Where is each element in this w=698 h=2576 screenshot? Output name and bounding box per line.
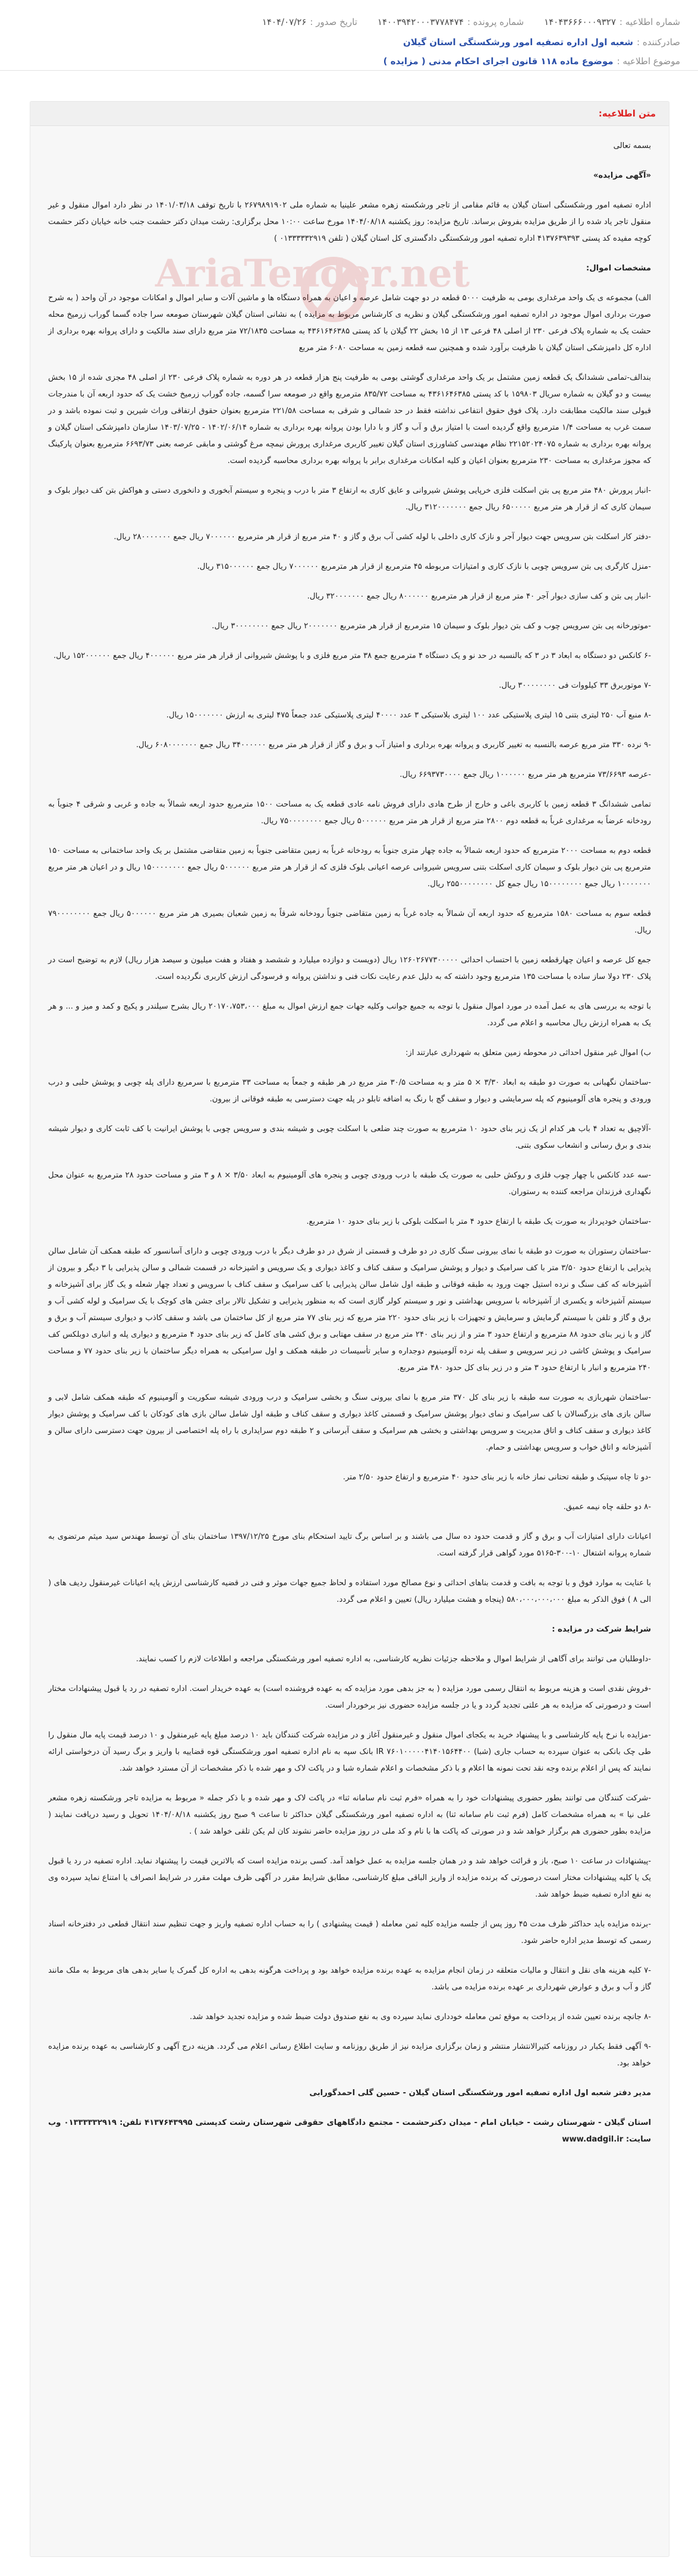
notice-paragraph: شرایط شرکت در مزایده : [552,1625,651,1634]
issue-date-value: ۱۴۰۴/۰۷/۲۶ [262,17,307,27]
watermark-text: AriaTender.net [155,251,470,296]
notice-paragraph: استان گیلان - شهرستان رشت - خیابان امام - میدان دکترحشمت - مجتمع دادگاههای حقوقی شهرستان رشت کدپستی ۴۱۳۷۶۴۳۹۹۵ تلفن: ۰۱۳۳۳۳۳۲۹۱۹ وب سایت: www.dadgil.ir [48,2118,651,2144]
notice-paragraph: جمع کل عرصه و اعیان چهارقطعه زمین با احتساب احداثی ۱۲۶۰۲۶۷۷۳۰۰۰۰۰ ریال (دویست و دوازده میلیارد و ششصد و هفتاد و هفت میلیون و سیصد هزار ریال) لازم به توضیح است در پلاک ۲۳۰ دولا ساز ساده با مساحت ۱۳۵ مترمربع وجود داشته که به دلیل عدم رعایت نکات فنی و نداشتن پروانه و فرسودگی ارزش کاربری نگردیده است. [48,956,651,981]
notice-number-label: شماره اطلاعیه : [619,17,680,27]
issue-date [262,17,357,27]
notice-paragraph: -ساختمان نگهبانی به صورت دو طبقه به ابعاد ۳/۳۰ × ۵ متر و به مساحت ۳۰/۵ متر مربع در هر طبقه و جمعاً به مساحت ۳۳ مترمربع با سرمربع دارای پله چوبی و پوشش حلبی و درب ورودی و پنجره های آلومینیوم که پله سرمایشی و دیوار و سقف گچ با رنگ به اضافه تابلو در پله جهت دسترسی به طبقه فوقانی از بیرون. [48,1078,652,1104]
notice-paragraph: -برنده مزایده باید حداکثر ظرف مدت ۴۵ روز پس از جلسه مزایده کلیه ثمن معامله ( قیمت پیشنهادی ) را به حساب اداره تصفیه واریز و جهت تنظیم سند انتقال قطعی در دفترخانه اسناد رسمی که توسط مدیر اداره حاضر شود. [48,1920,651,1945]
notice-paragraph: -۹ آگهی فقط یکبار در روزنامه کثیرالانتشار منتشر و زمان برگزاری مزایده نیز از طریق روزنامه و سایت اطلاع رسانی اعلام می گردد. هزینه درج آگهی و کارشناسی به عهده برنده مزایده خواهد بود. [48,2042,651,2068]
notice-paragraph: -۹ نرده ۳۳۰ متر مربع عرصه بالنسبه به تغییر کاربری و پروانه بهره برداری و امتیاز آب و برق و گاز از قرار هر متر مربع ۳۴۰۰۰۰۰۰ ریال جمع ۶۰۸۰۰۰۰۰۰۰ ریال. [136,741,651,750]
issuer-value: شعبه اول اداره تصفیه امور ورشکستگی استان گیلان [403,37,634,48]
notice-paragraph: مدیر دفتر شعبه اول اداره تصفیه امور ورشکستگی استان گیلان - حسین گلی احمدگورابی [309,2089,651,2098]
notice-paragraph: قطعه دوم به مساحت ۲۰۰۰ مترمربع که حدود اربعه شمالاً به جاده چهار متری جنوباً به رودخانه غرباً به زمین متقاضی جنوباً به زمین متقاضی مشتمل بر یک واحد ساختمانی به مساحت ۱۵۰ مترمربع پی بتن دیوار بلوک و سیمان کاری اسکلت بتنی سرویس شیروانی عرصه اعیانی بلوک فلزی که از قرار هر متر مربع ۵۰۰۰۰۰۰ ریال جمع ۱۵۰۰۰۰۰۰۰۰ ریال و در اعیان هر متر مربع ۱۰۰۰۰۰۰۰ ریال جمع ۱۵۰۰۰۰۰۰۰۰ ریال جمع کل ۲۵۵۰۰۰۰۰۰۰۰ ریال. [48,846,652,889]
notice-paragraph: -دو تا چاه سپتیک و طبقه تحتانی نماز خانه با زیر بنای حدود ۴۰ مترمربع و ارتفاع حدود ۲/۵۰ متر. [342,1473,651,1482]
notice-body [30,126,669,2173]
notice-panel [30,101,669,2557]
notice-paragraph: -آلاچیق به تعداد ۴ باب هر کدام از یک زیر بنای حدود ۱۰ مترمربع به صورت چند ضلعی با اسکلت چوبی و شیشه بندی و سرویس چوبی با پوشش ایرانیت با کف ثابت کاری و دیوار شیشه بندی و برق رسانی و انشعاب سکوی بتنی. [48,1125,652,1150]
notice-paragraph: با توجه به بررسی های به عمل آمده در مورد اموال منقول با توجه به جمیع جوانب وکلیه جهات جمع ارزش اموال به مبلغ ۲۰۱۷۰،۷۵۳،۰۰۰ ریال بشرح سیلندر و پکیج و کمد و میز و ... و هر یک به همراه ارزش ریال محاسبه و اعلام می گردد. [48,1002,652,1028]
notice-paragraph: تمامی ششدانگ ۳ قطعه زمین با کاربری باغی و خارج از طرح هادی دارای فروش نامه عادی قطعه یک به مساحت ۱۵۰۰ مترمربع حدود اربعه شمالاً به جاده و غربی و شرقی ۴ جنوباً به رودخانه عرضاً به مرغداری غرباً به قطعه دوم ۲۸۰۰ متر مربع از قرار هر متر مربع ۵۰۰۰۰۰۰ ریال جمع ۷۵۰۰۰۰۰۰۰۰ ریال. [48,800,651,826]
notice-paragraph: -شرکت کنندگان می توانند بطور حضوری پیشنهادات خود را به همراه «فرم ثبت نام سامانه ثنا» در پاکت لاک و مهر شده و با ذکر جمله « مربوط به مزایده تاجر ورشکسته زهره مشعر علی نیا » به همراه مشخصات کامل (فرم ثبت نام سامانه ثنا) به اداره تصفیه امور ورشکستگی گیلان حداکثر تا ساعت ۹ صبح روز یکشنبه ۱۴۰۴/۰۸/۱۸ تحویل و رسید دریافت نمایند ( مزایده بطور حضوری هم برگزار خواهد شد و در صورتی که پاکت ها با نام و کد ملی در روز مزایده حاضر نشوند کان لم یکن تلقی خواهد شد ) . [48,1794,651,1836]
notice-paragraph: -ساختمان رستوران به صورت دو طبقه با نمای بیرونی سنگ کاری در دو طرف و قسمتی از شرق در دو طرف دیگر با درب ورودی چوبی و دارای آسانسور که طبقه همکف آن شامل سالن پذیرایی با ارتفاع حدود ۳/۵۰ متر با کف سرامیک و دیوار و پوشش سرامیک و سقف کناف و کاغذ دیواری و یک سرویس و اشپزخانه در قسمت شمالی و سالن پذیرایی با ۳ دیگر و بیرون از آشپزخانه که کف سنگ و نرده استیل جهت ورود به طبقه فوقانی و طبقه اول شامل سالن پذیرایی با کف سرامیک و سقف کناف با سرویس و تعداد چهار شعله و یک گاز برای آشپزخانه و سیستم آشپزخانه و یکسری از آشپزخانه با سرویس بهداشتی و نور و سیستم کولر گازی است که به منظور پذیرایی و تشکیل تالار برای جشن های کوچک با یک سرامیک و لوله کشی آب و برق و گاز و تلفن با سیستم گرمایش و سرمایش و تجهیزات با زیر بنای حدود ۲۲۰ متر مربع که زیر بنای ۷۷ متر مربع از کل ساختمان می باشد و سقف کاذب و دیواری سیستم آب و برق و گاز و با زیر بنای حدود ۸۸ مترمربع و ارتفاع حدود ۳ متر و از زیر بنای ۲۴۰ متر مربع در سقف مهتابی و برق کشی های کامل که زیر بنای حدود ۴ مترمربع و دیواری پله و انباری دوبلکس کف سرامیک و پوشش کاشی در زیر سرویس و سقف پله نرده آلومینیوم دوجداره و سایر تأسیسات در طبقه همکف و اول سرامیکی به همراه دیگر ساختمان با زیر بنای حدود ۷۷ و مساحت ۲۴۰ مترمربع و انبار با ارتفاع حدود ۳ متر و در زیر بنای کل حدود ۴۸۰ متر مربع. [48,1247,651,1372]
notice-paragraph: مشخصات اموال: [586,264,651,273]
notice-paragraph: -انبار پرورش ۴۸۰ متر مربع پی بتن اسکلت فلزی خرپایی پوشش شیروانی و عایق کاری به ارتفاع ۳ متر با درب و پنجره و سیستم آبخوری و دانخوری دستی و هواکش بتن کف دیوار بلوک و سیمان کاری که از قرار هر متر مربع ۶۵۰۰۰۰۰ ریال جمع ۳۱۲۰۰۰۰۰۰۰ ریال. [48,486,652,512]
notice-header [0,0,698,71]
issue-date-label: تاریخ صدور : [310,17,357,27]
panel-title: متن اطلاعیه: [30,102,669,126]
notice-paragraph: -۸ جانچه برنده تعیین شده از پرداخت به موقع ثمن معامله خودداری نماید سپرده وی به نفع صندوق دولت ضبط شده و مزایده تجدید خواهد شد. [190,2013,651,2021]
notice-paragraph: اعیانات دارای امتیازات آب و برق و گاز و قدمت حدود ده سال می باشند و بر اساس برگ تایید استحکام بنای مورخ ۱۳۹۷/۱۲/۲۵ ساختمان بنای آن توسط مهندس سید میثم مرتضوی به شماره پروانه اشتغال ۱۰-۳۰۰-۵۱۶۵ مورد گواهی قرار گرفته است. [48,1532,652,1558]
notice-paragraph: اداره تصفیه امور ورشکستگی استان گیلان به قائم مقامی از تاجر ورشکسته زهره مشعر علینیا به شماره ملی ۲۶۷۹۸۹۱۹۰۲ با تاریخ توقف ۱۴۰۱/۰۳/۱۸ در نظر دارد اموال منقول و غیر منقول تاجر یاد شده را از طریق مزایده بفروش برساند. تاریخ مزایده: روز یکشنبه ۱۴۰۴/۰۸/۱۸ مورخ ساعت ۱۰:۰۰ محل برگزاری: رشت میدان دکتر حشمت جنب خانه خیابان دکتر حشمت کوچه مفیده کد پستی ۴۱۳۷۶۳۹۳۹۳ اداره تصفیه امور ورشکستگی دادگستری کل استان گیلان ( تلفن ۰۱۳۳۳۳۳۲۹۱۹ ) [48,201,651,243]
notice-paragraph: -فروش نقدی است و هزینه مربوط به انتقال رسمی مورد مزایده ( به جز بدهی مورد مزایده که به عهده فروشنده است) به عهده خریدار است. اداره تصفیه در رد یا قبول پیشنهادات مختار است و درصورتی که مزایده به هر علتی تجدید گردد و یا در جلسه مزایده حضوری نیز برخوردار است. [48,1684,651,1710]
subject-value: موضوع ماده ۱۱۸ قانون اجرای احکام مدنی ( مزایده ) [383,56,614,67]
notice-paragraph: -پیشنهادات در ساعت ۱۰ صبح، باز و قرائت خواهد شد و در همان جلسه مزایده به عمل خواهد آمد. کسی برنده مزایده است که بالاترین قیمت را پیشنهاد نماید. اداره تصفیه در رد یا قبول یک یا کلیه پیشنهادات مختار است درصورتی که برنده مزایده از واریز الباقی مبلغ کارشناسی، مطابق شرایط مقرر در آگهی ظرف مهلت مقرر در شرایط انصراف یا امتناع نماید سپرده وی به نفع اداره تصفیه ضبط خواهد شد. [48,1857,651,1899]
notice-paragraph: -داوطلبان می توانند برای آگاهی از شرایط اموال و ملاحظه جزئیات نظریه کارشناسی، به اداره تصفیه امور ورشکستگی مراجعه و اطلاعات لازم را کسب نمایند. [136,1655,651,1664]
notice-paragraph: -منزل کارگری پی بتن سرویس چوبی با نازک کاری و امتیازات مربوطه ۴۵ مترمربع از قرار هر مترمربع ۷۰۰۰۰۰۰ ریال جمع ۳۱۵۰۰۰۰۰۰ ریال. [197,562,651,571]
notice-paragraph: -۷ موتوربرق ۳۳ کیلووات فی ۳۰۰۰۰۰۰۰۰ ریال. [499,681,651,690]
notice-paragraph: بندالف-تمامی ششدانگ یک قطعه زمین مشتمل بر یک واحد مرغداری گوشتی بومی به ظرفیت پنج هزار قطعه در هر دوره به شماره پلاک فرعی ۲۳۰ از اصلی ۴۸ مجزی شده از ۱۵ بخش بیست و دو گیلان به شماره سریال ۱۵۹۸۰۳ با کد پستی ۴۳۶۱۶۴۶۳۸۵ به مساحت ۸۳۵/۷۲ مترمربع واقع در صومعه سرا گسمه، جاده گوراب زرمیخ خشت یک که حدود اربعه آن با مندرجات قبولی سند مالکیت مطابقت دارد. پلاک فوق حقوق انتفاعی نداشته فقط در حد شمالی و شرقی به مساحت ۲۲۱/۵۸ مترمربع بعنوان حقوق ارتفاقی وراث شیرین و ثبت نموده باشد و در سمت غرب به مساحت ۱/۴ مترمربع واقع گردیده است با امتیاز برق و آب و گاز و با دارا بودن پروانه بهره برداری به شماره ۱۴۰۲/۰۶/۱۴ - ۱۴۰۳/۰۷/۲۵ سازمان دامپزشکی استان گیلان و پروانه بهره برداری به شماره ۲۲۱۵۲۰۲۴۰۷۵ نظام مهندسی کشاورزی استان گیلان تغییر کاربری مرغداری پرورش نیمچه مرغ گوشتی و مابقی عرصه بعنی ۶۶۹۳/۷۳ مترمربع بعنوان پارکینگ که مجوز مرغداری به مساحت ۲۳۰ مترمربع بعنوان اعیان و کلیه امکانات مرغداری برابر با پروانه بهره برداری محاسبه گردیده است. [48,373,652,465]
notice-paragraph: -ساختمان خودپرداز به صورت یک طبقه با ارتفاع حدود ۴ متر با اسکلت بلوکی با زیر بنای حدود ۱۰ مترمربع. [306,1217,651,1226]
notice-paragraph: بسمه تعالی [613,141,651,150]
header-meta-row [18,17,680,27]
issuer-row [18,37,680,48]
notice-paragraph: الف) مجموعه ی یک واحد مرغداری بومی به ظرفیت ۵۰۰۰ قطعه در دو جهت شامل عرصه و اعیان به همراه دستگاه ها و ماشین آلات و سایر اموال و امکانات موجود در آن واحد ( به شرح صورت برداری اموال موجود در اداره تصفیه امور ورشکستگی گیلان و نظریه ی کارشناس مربوط به مزایده ) به نشانی استان گیلان شهرستان صومعه سرا جاده گسما گوراب زرمیخ محله حشت یک به شماره پلاک فرعی ۲۳۰ از اصلی ۴۸ فرعی ۱۳ از ۱۵ بخش ۲۲ گیلان با کد پستی ۴۳۶۱۶۴۶۳۸۵ به مساحت ۷۲/۱۸۳۵ متر مربع دارای سند مالکیت و دارای پروانه بهره برداری از اداره کل دامپزشکی استان گیلان با ظرفیت برآورد شده و همچنین سه قطعه زمین به مساحت ۶۰۸۰ متر مربع [48,294,652,352]
notice-paragraph: -عرصه ۷۳/۶۶۹۳ مترمربع هر متر مربع ۱۰۰۰۰۰۰ ریال جمع ۶۶۹۳۷۳۰۰۰۰ ریال. [400,770,651,779]
subject-label: موضوع اطلاعیه : [617,56,680,67]
notice-paragraph: -۶ کانکس دو دستگاه به ابعاد ۳ در ۳ که بالنسبه در حد نو و یک دستگاه ۴ مترمربع جمع ۳۸ متر مربع فلزی و با پوشش شیروانی از قرار هر متر مربع ۴۰۰۰۰۰۰ ریال جمع ۱۵۲۰۰۰۰۰۰ ریال. [53,651,651,660]
case-number-label: شماره پرونده : [467,17,524,27]
notice-paragraph: -۸ منبع آب ۲۵۰ لیتری بتنی ۱۵ لیتری پلاستیکی عدد ۱۰۰ لیتری بلاستیکی ۳ عدد ۴۰۰۰۰ لیتری پلاستیکی عدد جمعاً ۴۷۵ لیتری به ارزش ۱۵۰۰۰۰۰۰۰ ریال. [166,711,651,720]
notice-paragraph: -۸ دو حلقه چاه نیمه عمیق. [563,1503,651,1511]
notice-paragraph: -۷ کلیه هزینه های نقل و انتقال و مالیات متعلقه در زمان انجام مزایده به عهده برنده مزایده خواهد بود و پرداخت هرگونه بدهی به اداره کل گمرک یا سایر بدهی های مربوط به ملک مانند گاز و آب و برق و عوارض شهرداری بر عهده برنده مزایده می باشد. [48,1966,651,1992]
notice-paragraph: -مزایده با نرخ پایه کارشناسی و با پیشنهاد خرید به یکجای اموال منقول و غیرمنقول آغاز و در مزایده شرکت کنندگان باید ۱۰ درصد مبلغ پایه غیرمنقول و ۱۰ درصد قیمت پایه مال منقول را طی چک بانکی به عنوان سپرده به حساب جاری (شبا) ۷۶۰۱۰۰۰۰۰۴۱۴۰۱۵۶۴۴۰۰ IR بانک سپه به نام اداره تصفیه امور ورشکستگی قوه قضاییه با واریز و برگ رسید آن درخواستی ارائه نمایند که پس از اعلام برنده وجه نقد تحت نمونه ها اعلام و با ذکر مشخصات و اعلام شماره شبا و در پاکت لاک و مهر شده با ذکر مشخصات از آن مسترد خواهد شد. [48,1731,651,1773]
notice-paragraph: -دفتر کار اسکلت بتن سرویس جهت دیوار آجر و نازک کاری داخلی با لوله کشی آب برق و گاز و ۴۰ متر مربع از قرار هر مترمربع ۷۰۰۰۰۰۰ ریال جمع ۲۸۰۰۰۰۰۰۰ ریال. [114,533,651,541]
notice-paragraph: -سه عدد کانکس با چهار چوب فلزی و روکش حلبی به صورت یک طبقه با درب ورودی چوبی و پنجره های آلومینیوم به ابعاد ۳/۵۰ × ۸ و ۳ متر و مساحت حدود ۲۸ مترمربع به عنوان محل نگهداری فرزندان مراجعه کننده به رستوران. [48,1171,651,1196]
notice-paragraph: «آگهی مزایده» [593,171,651,180]
subject-row [18,56,680,67]
notice-paragraph: قطعه سوم به مساحت ۱۵۸۰ مترمربع که حدود اربعه آن شمالاً به جاده غرباً به زمین متقاضی جنوباً رودخانه شرقاً به زمین شعبان بصیری هر متر مربع ۵۰۰۰۰۰۰ ریال جمع ۷۹۰۰۰۰۰۰۰۰ ریال. [48,909,651,935]
notice-paragraph: -انبار پی بتن و کف سازی دیوار آجر ۴۰ متر مربع از قرار هر مترمربع ۸۰۰۰۰۰۰ ریال جمع ۳۲۰۰۰۰۰۰۰ ریال. [307,592,651,601]
issuer-label: صادرکننده : [637,37,680,48]
notice-number [544,17,680,27]
notice-number-value: ۱۴۰۴۳۶۶۶۰۰۰۹۳۲۷ [544,17,616,27]
notice-paragraph: با عنایت به موارد فوق و با توجه به بافت و قدمت بناهای احداثی و نوع مصالح مورد استفاده و لحاظ جمیع جهات موثر و فنی در قضیه کارشناسی ارزش پایه اعیانات غیرمنقول ردیف های ( الی ۸ ) فوق الذکر به مبلغ ۵۸۰،۰۰۰،۰۰۰،۰۰۰ (پنجاه و هشت میلیارد ریال) تعیین و اعلام می گردد. [48,1579,651,1604]
notice-paragraph: -ساختمان شهربازی به صورت سه طبقه با زیر بنای کل ۳۷۰ متر مربع با نمای بیرونی سنگ و بخشی سرامیک و درب ورودی شیشه سکوریت و آلومینیوم که طبقه همکف شامل لابی و سالن بازی های بزرگسالان با کف سرامیک و نمای دیوار پوشش سرامیک و قسمتی کاغذ دیواری و سقف کناف و طبقه اول شامل سالن بازی های کودکان با کف سرامیک و پوشش دیوار کاغذ دیواری و سقف کناف و اتاق مدیریت و سرویس بهداشتی و بخشی هم سرامیک و سقف آبرسانی و ۲ طبقه دوم سرایداری با راه پله اختصاصی از بیرون جهت دسترسی دارای سالن و آشپزخانه و اتاق خواب و سرویس بهداشتی و حمام. [48,1393,652,1452]
case-number-value: ۱۴۰۰۳۹۴۲۰۰۰۳۷۷۸۴۷۴ [377,17,464,27]
case-number [378,17,524,27]
notice-paragraph: ب) اموال غیر منقول احداثی در محوطه زمین متعلق به شهرداری عبارتند از: [405,1048,651,1057]
notice-paragraph: -موتورخانه پی بتن سرویس چوب و کف بتن دیوار بلوک و سیمان ۱۵ مترمربع از قرار هر مترمربع ۲۰۰۰۰۰۰۰ ریال جمع ۳۰۰۰۰۰۰۰۰ ریال. [212,622,651,631]
